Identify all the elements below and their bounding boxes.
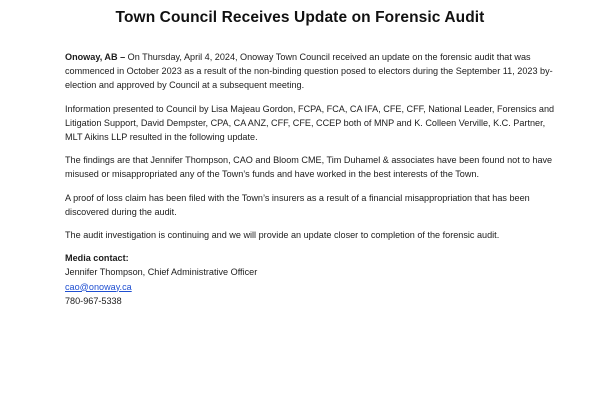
paragraph-proof-of-loss: A proof of loss claim has been filed with the Town’s insurers as a result of a financial misappropriation that has been discovered during the audit. bbox=[65, 192, 530, 217]
paragraph-findings: The findings are that Jennifer Thompson, CAO and Bloom CME, Tim Duhamel & associates have been found not to have misused or misappropriated any of the Town’s funds and have worked in the best interests of the Town. bbox=[65, 155, 553, 180]
document-body bbox=[65, 50, 565, 308]
document-title: Town Council Receives Update on Forensic Audit bbox=[115, 9, 485, 26]
paragraph-continuing: The audit investigation is continuing and we will provide an update closer to completion of the forensic audit. bbox=[65, 230, 500, 241]
paragraph-presenters: Information presented to Council by Lisa Majeau Gordon, FCPA, FCA, CA IFA, CFE, CFF, National Leader, Forensics and Litigation Support, David Dempster, CPA, CA ANZ, CFF, CFE, CCEP both of MNP and K. Colleen Verville, K.C. Partner, MLT Aikins LLP resulted in the following update. bbox=[65, 103, 555, 143]
paragraph-intro-text: On Thursday, April 4, 2024, Onoway Town Council received an update on the forensic audit that was commenced in October 2023 as a result of the non-binding question posed to electors during the September 11, 2023 by-election and approved by Council at a subsequent meeting. bbox=[65, 52, 553, 91]
media-contact bbox=[65, 251, 565, 308]
dateline: Onoway, AB – bbox=[65, 52, 126, 62]
media-contact-heading: Media contact: bbox=[65, 253, 129, 264]
paragraph-intro bbox=[65, 50, 565, 93]
media-contact-name: Jennifer Thompson, Chief Administrative Officer bbox=[65, 267, 258, 278]
media-contact-phone: 780-967-5338 bbox=[65, 295, 122, 306]
media-contact-email-link[interactable]: cao@onoway.ca bbox=[65, 281, 132, 292]
